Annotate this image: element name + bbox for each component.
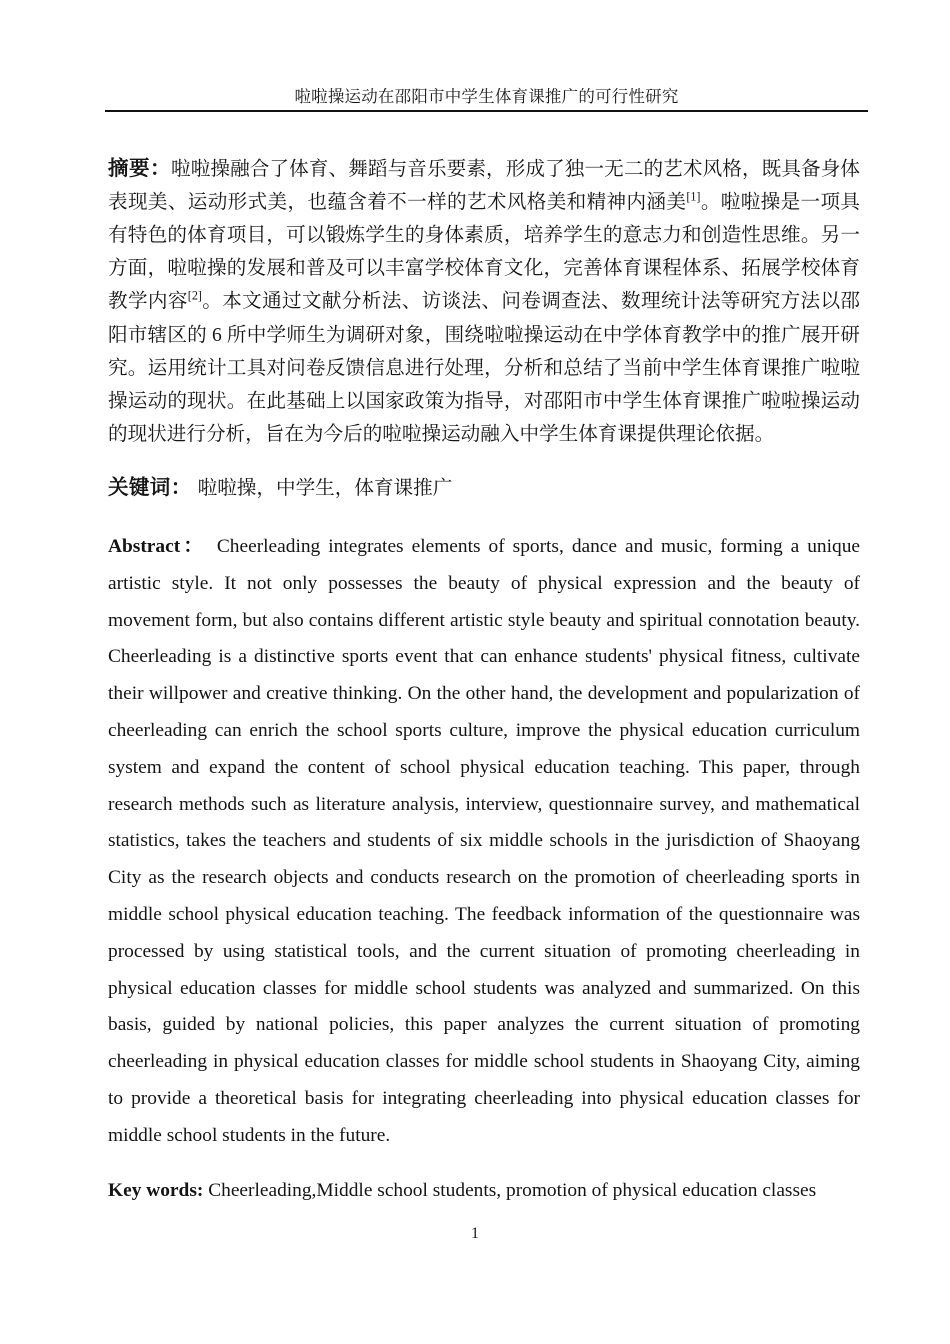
page-content	[108, 132, 860, 1227]
english-abstract-paragraph	[108, 529, 860, 1155]
citation-marker-2: [2]	[187, 288, 202, 303]
running-header	[105, 86, 868, 112]
page-number: 1	[471, 1225, 479, 1242]
english-abstract-colon: ：	[180, 536, 207, 558]
english-abstract-text: Cheerleading integrates elements of sports, dance and music, forming a unique artistic style. It not only possesses the beauty of physical expression and the beauty of movement form, but also contains different artistic style beauty and spiritual connotation beauty. Cheerleading is a distinctive sports event that can enhance students' physical fitness, cultivate their willpower and creative thinking. On the other hand, the development and popularization of cheerleading can enrich the school sports culture, improve the physical education curriculum system and expand the content of school physical education teaching. This paper, through research methods such as literature analysis, interview, questionnaire survey, and mathematical statistics, takes the teachers and students of six middle schools in the jurisdiction of Shaoyang City as the research objects and conducts research on the promotion of cheerleading sports in middle school physical education teaching. The feedback information of the questionnaire was processed by using statistical tools, and the current situation of promoting cheerleading in physical education classes for middle school students was analyzed and summarized. On this basis, guided by national policies, this paper analyzes the current situation of promoting cheerleading in physical education classes for middle school students in Shaoyang City, aiming to provide a theoretical basis for integrating cheerleading into physical education classes for middle school students in the future.	[108, 536, 860, 1146]
english-keywords-value: Cheerleading,Middle school students, promotion of physical education classes	[208, 1179, 817, 1201]
chinese-abstract-text-part2: 。啦啦操是一项具有特色的体育项目，可以锻炼学生的身体素质，培养学生的意志力和创造性思维。另一方面，啦啦操的发展和普及可以丰富学校体育文化，完善体育课程体系、拓展学校体育教学内容	[108, 191, 861, 313]
chinese-keywords-paragraph	[108, 471, 860, 505]
english-keywords-label: Key words:	[108, 1179, 204, 1201]
header-title: 啦啦操运动在邵阳市中学生体育课推广的可行性研究	[294, 87, 679, 106]
chinese-abstract-label: 摘要：	[108, 156, 171, 180]
citation-marker-1: [1]	[686, 189, 701, 204]
chinese-abstract-text-part1: 啦啦操融合了体育、舞蹈与音乐要素，形成了独一无二的艺术风格，既具备身体表现美、运动形式美，也蕴含着不一样的艺术风格美和精神内涵美	[108, 158, 861, 213]
chinese-abstract-paragraph	[108, 152, 860, 452]
header-rule	[105, 110, 868, 112]
chinese-keywords-value: 啦啦操，中学生，体育课推广	[197, 478, 453, 500]
chinese-keywords-label: 关键词：	[108, 476, 192, 500]
chinese-abstract-text-part3: 。本文通过文献分析法、访谈法、问卷调查法、数理统计法等研究方法以邵阳市辖区的 6 所中学师生为调研对象，围绕啦啦操运动在中学体育教学中的推广展开研究。运用统计工具对问卷反馈信息进行处理，分析和总结了当前中学生体育课推广啦啦操运动的现状。在此基础上以国家政策为指导，对邵阳市中学生体育课推广啦啦操运动的现状进行分析，旨在为今后的啦啦操运动融入中学生体育课提供理论依据。	[108, 291, 861, 446]
english-abstract-label: Abstract	[108, 536, 181, 558]
english-keywords-paragraph	[108, 1174, 860, 1208]
